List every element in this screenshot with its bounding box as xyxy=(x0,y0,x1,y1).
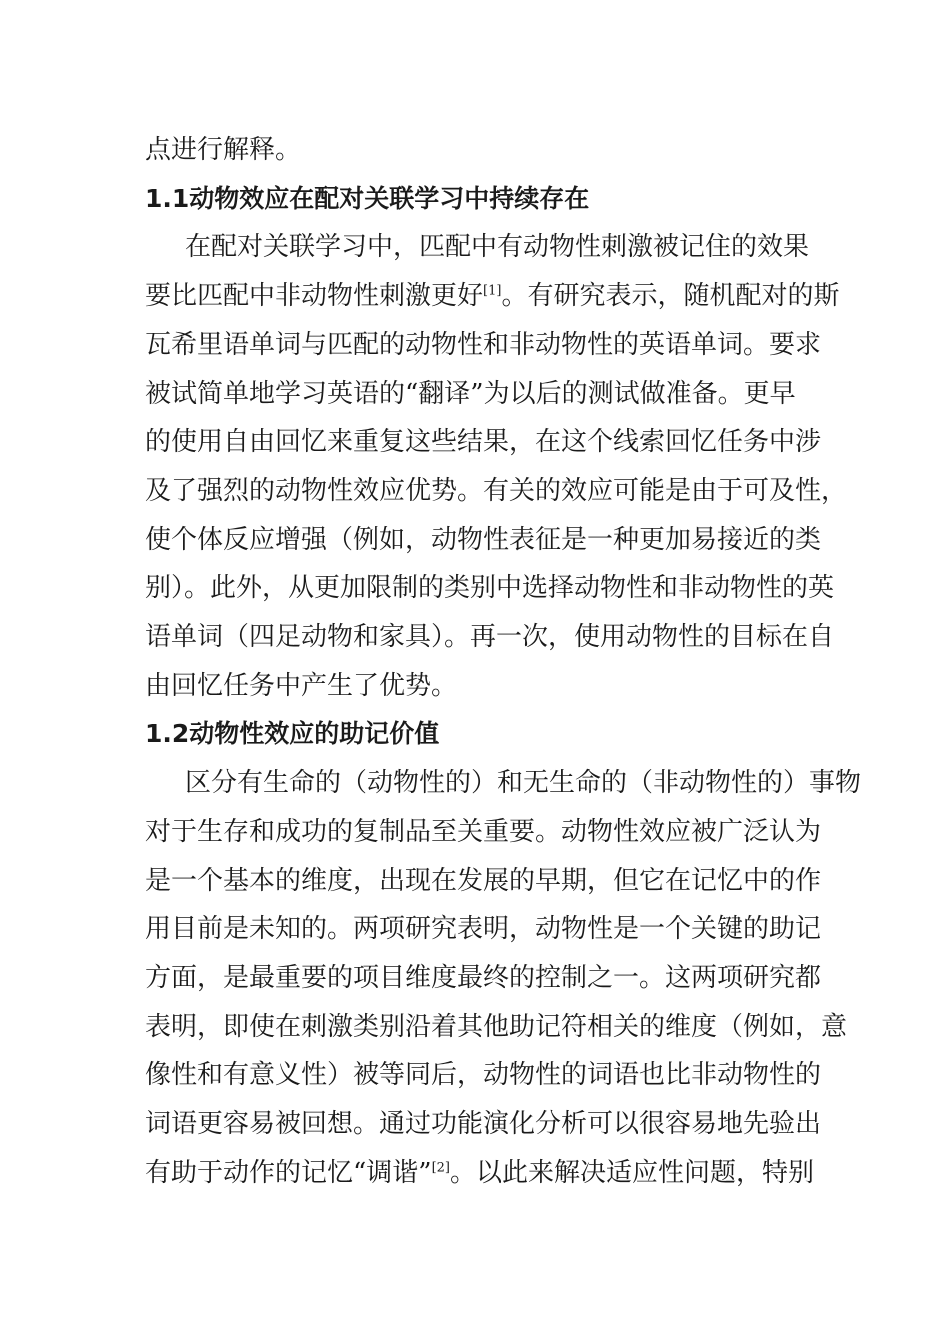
paragraph-line xyxy=(145,520,821,560)
line-text: 要比匹配中非动物性刺激更好 xyxy=(145,281,484,312)
paragraph-line xyxy=(145,130,301,170)
line-text: 是一个基本的维度，出现在发展的早期，但它在记忆中的作 xyxy=(145,865,822,896)
line-text: 瓦希里语单词与匹配的动物性和非动物性的英语单词。要求 xyxy=(145,329,822,360)
line-text: 对于生存和成功的复制品至关重要。动物性效应被广泛认为 xyxy=(145,816,822,847)
line-text: 被试简单地学习英语的“翻译”为以后的测试做准备。更早 xyxy=(145,378,796,409)
line-text: 别）。此外，从更加限制的类别中选择动物性和非动物性的英 xyxy=(145,573,835,604)
line-text-continued: 。以此来解决适应性问题，特别 xyxy=(450,1157,815,1188)
citation-marker: [1] xyxy=(483,283,502,299)
line-text: 有助于动作的记忆“调谐” xyxy=(145,1157,432,1188)
line-text: 由回忆任务中产生了优势。 xyxy=(145,670,458,701)
line-text: 用目前是未知的。两项研究表明，动物性是一个关键的助记 xyxy=(145,914,822,945)
line-text: 区分有生命的（动物性的）和无生命的（非动物性的）事物 xyxy=(185,768,862,799)
section-heading xyxy=(145,179,589,219)
paragraph-line xyxy=(145,617,834,657)
line-text: 点进行解释。 xyxy=(145,135,302,165)
paragraph-line xyxy=(145,325,821,365)
paragraph-line xyxy=(185,227,809,267)
line-text: 1.2动物性效应的助记价值 xyxy=(145,719,440,749)
paragraph-line xyxy=(145,471,847,511)
paragraph-line xyxy=(145,1153,814,1193)
paragraph-line xyxy=(145,812,821,852)
paragraph-line xyxy=(145,1055,821,1095)
paragraph-line xyxy=(145,568,834,608)
paragraph-line xyxy=(145,422,821,462)
line-text: 方面，是最重要的项目维度最终的控制之一。这两项研究都 xyxy=(145,962,822,993)
paragraph-line xyxy=(145,1007,847,1047)
line-text: 像性和有意义性）被等同后，动物性的词语也比非动物性的 xyxy=(145,1060,822,1091)
line-text: 语单词（四足动物和家具）。再一次，使用动物性的目标在自 xyxy=(145,622,835,652)
paragraph-line xyxy=(145,958,821,998)
paragraph-line xyxy=(145,909,821,949)
paragraph-line xyxy=(145,861,821,901)
line-text: 表明，即使在刺激类别沿着其他助记符相关的维度（例如，意 xyxy=(145,1011,848,1042)
line-text: 词语更容易被回想。通过功能演化分析可以很容易地先验出 xyxy=(145,1109,822,1139)
section-heading xyxy=(145,714,439,754)
line-text: 及了强烈的动物性效应优势。有关的效应可能是由于可及性， xyxy=(145,475,848,506)
line-text: 使个体反应增强（例如，动物性表征是一种更加易接近的类 xyxy=(145,524,822,555)
paragraph-line xyxy=(145,374,796,414)
line-text: 在配对关联学习中，匹配中有动物性刺激被记住的效果 xyxy=(185,232,810,263)
paragraph-line xyxy=(145,1104,821,1144)
paragraph-line xyxy=(145,666,457,706)
paragraph-line xyxy=(145,276,839,316)
line-text: 的使用自由回忆来重复这些结果，在这个线索回忆任务中涉 xyxy=(145,427,822,458)
paragraph-line xyxy=(185,763,861,803)
citation-marker: [2] xyxy=(431,1160,451,1176)
line-text: 1.1动物效应在配对关联学习中持续存在 xyxy=(145,183,590,213)
line-text-continued: 。有研究表示，随机配对的斯 xyxy=(501,281,840,312)
